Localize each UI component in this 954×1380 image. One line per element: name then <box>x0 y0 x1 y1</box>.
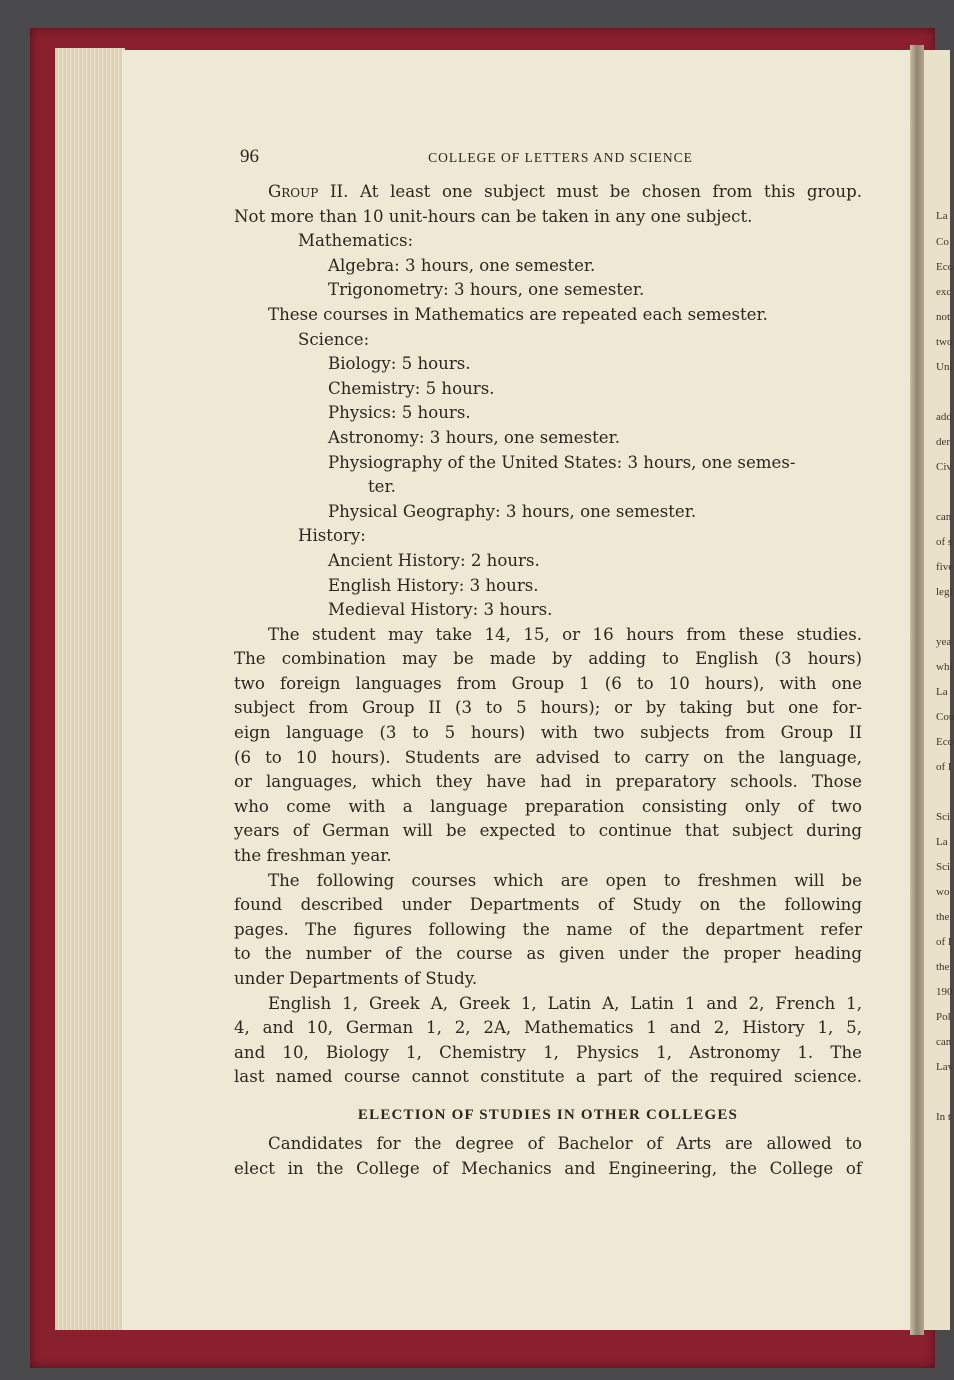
list-item: Physiography of the United States: 3 hours, one semes- <box>328 452 796 472</box>
next-page-edge <box>924 50 954 1330</box>
page-content <box>234 140 862 1181</box>
paragraph-election <box>234 1132 862 1181</box>
edge-text: In t <box>936 1111 951 1123</box>
list-item-continuation: ter. <box>368 477 396 497</box>
list-item: Physical Geography: 3 hours, one semester. <box>328 501 697 521</box>
list-item: Medieval History: 3 hours. <box>328 600 553 620</box>
text-line: pages. The figures following the name of the department refer <box>234 919 862 939</box>
edge-text: Sci <box>936 861 951 873</box>
text-line: two foreign languages from Group 1 (6 to 10 hours), with one <box>234 673 862 693</box>
text-line: under Departments of Study. <box>234 969 478 988</box>
history-heading: History: <box>298 526 366 546</box>
list-item: Chemistry: 5 hours. <box>328 378 495 398</box>
text-line: who come with a language preparation consisting only of two <box>234 796 862 816</box>
list-item: Physics: 5 hours. <box>328 403 471 423</box>
list-item: Algebra: 3 hours, one semester. <box>328 255 596 275</box>
paragraph-freshman-courses <box>234 869 862 992</box>
edge-text: wo <box>936 886 950 898</box>
edge-text: not <box>936 311 951 323</box>
edge-text: can <box>936 511 952 523</box>
edge-text: Lav <box>936 1061 954 1073</box>
edge-text: of I <box>936 936 952 948</box>
edge-text: the <box>936 961 950 973</box>
edge-text: of I <box>936 761 952 773</box>
edge-text: der <box>936 436 951 448</box>
list-item: Trigonometry: 3 hours, one semester. <box>328 280 645 300</box>
text-line: or languages, which they have had in preparatory schools. Those <box>234 772 862 792</box>
science-heading: Science: <box>298 329 370 349</box>
text-line: The student may take 14, 15, or 16 hours from these studies. <box>268 624 862 644</box>
text-line: (6 to 10 hours). Students are advised to carry on the language, <box>234 747 862 767</box>
group-intro-text: II. At least one subject must be chosen from this group. <box>330 182 862 201</box>
list-item: English History: 3 hours. <box>328 575 539 595</box>
running-head-title: COLLEGE OF LETTERS AND SCIENCE <box>428 150 693 165</box>
paragraph-hours <box>234 623 862 869</box>
text-line: subject from Group II (3 to 5 hours); or by taking but one for- <box>234 698 862 718</box>
group-two-intro <box>234 180 862 205</box>
paragraph-course-list <box>234 992 862 1090</box>
text-line: Candidates for the degree of Bachelor of Arts are allowed to <box>268 1133 862 1153</box>
running-head <box>234 140 862 180</box>
text-line: Not more than 10 unit-hours can be taken in any one subject. <box>234 206 753 226</box>
text-line: and 10, Biology 1, Chemistry 1, Physics 1, Astronomy 1. The <box>234 1042 862 1062</box>
text-line: the freshman year. <box>234 846 392 866</box>
list-item: Biology: 5 hours. <box>328 354 471 374</box>
text-line: found described under Departments of Study on the following <box>234 895 862 915</box>
text-line: The following courses which are open to freshmen will be <box>268 870 862 890</box>
edge-text: Civ <box>936 461 952 473</box>
mathematics-heading: Mathematics: <box>298 231 414 251</box>
edge-text: Uni <box>936 361 953 373</box>
text-line: elect in the College of Mechanics and Engineering, the College of <box>234 1158 862 1178</box>
edge-text: exc <box>936 286 952 298</box>
edge-text: five <box>936 561 954 573</box>
list-item: Ancient History: 2 hours. <box>328 550 540 570</box>
edge-text: Pol <box>936 1011 951 1023</box>
book-gutter <box>910 45 924 1335</box>
group-two-section <box>234 180 862 623</box>
edge-text: La <box>936 210 948 222</box>
page-edges <box>55 48 125 1330</box>
edge-text: add <box>936 411 952 423</box>
text-line: English 1, Greek A, Greek 1, Latin A, Latin 1 and 2, French 1, <box>268 993 862 1013</box>
text-line: The combination may be made by adding to English (3 hours) <box>234 649 862 669</box>
edge-text: Co <box>936 236 949 248</box>
edge-text: yea <box>936 636 952 648</box>
edge-text: La <box>936 686 948 698</box>
edge-text: of s <box>936 536 953 548</box>
text-line: 4, and 10, German 1, 2, 2A, Mathematics 1 and 2, History 1, 5, <box>234 1018 862 1038</box>
edge-text: two <box>936 336 953 348</box>
text-line: years of German will be expected to continue that subject during <box>234 821 862 841</box>
text-line: to the number of the course as given under the proper heading <box>234 944 862 964</box>
edge-text: 190 <box>936 986 953 998</box>
page-number: 96 <box>240 146 259 167</box>
edge-text: the <box>936 911 950 923</box>
edge-text: can <box>936 1036 952 1048</box>
edge-text: Sci <box>936 811 951 823</box>
text-line: eign language (3 to 5 hours) with two subjects from Group II <box>234 723 862 743</box>
edge-text: Eco <box>936 736 954 748</box>
list-item: Astronomy: 3 hours, one semester. <box>328 427 620 447</box>
edge-text: Cou <box>936 711 954 723</box>
section-heading: ELECTION OF STUDIES IN OTHER COLLEGES <box>357 1106 739 1123</box>
mathematics-note: These courses in Mathematics are repeated each semester. <box>268 304 768 324</box>
group-label: Group <box>268 182 319 201</box>
text-line: last named course cannot constitute a part of the required science. <box>234 1067 862 1087</box>
edge-text: legi <box>936 586 953 598</box>
edge-text: Eco <box>936 261 954 273</box>
edge-text: whi <box>936 661 953 673</box>
edge-text: La <box>936 836 948 848</box>
